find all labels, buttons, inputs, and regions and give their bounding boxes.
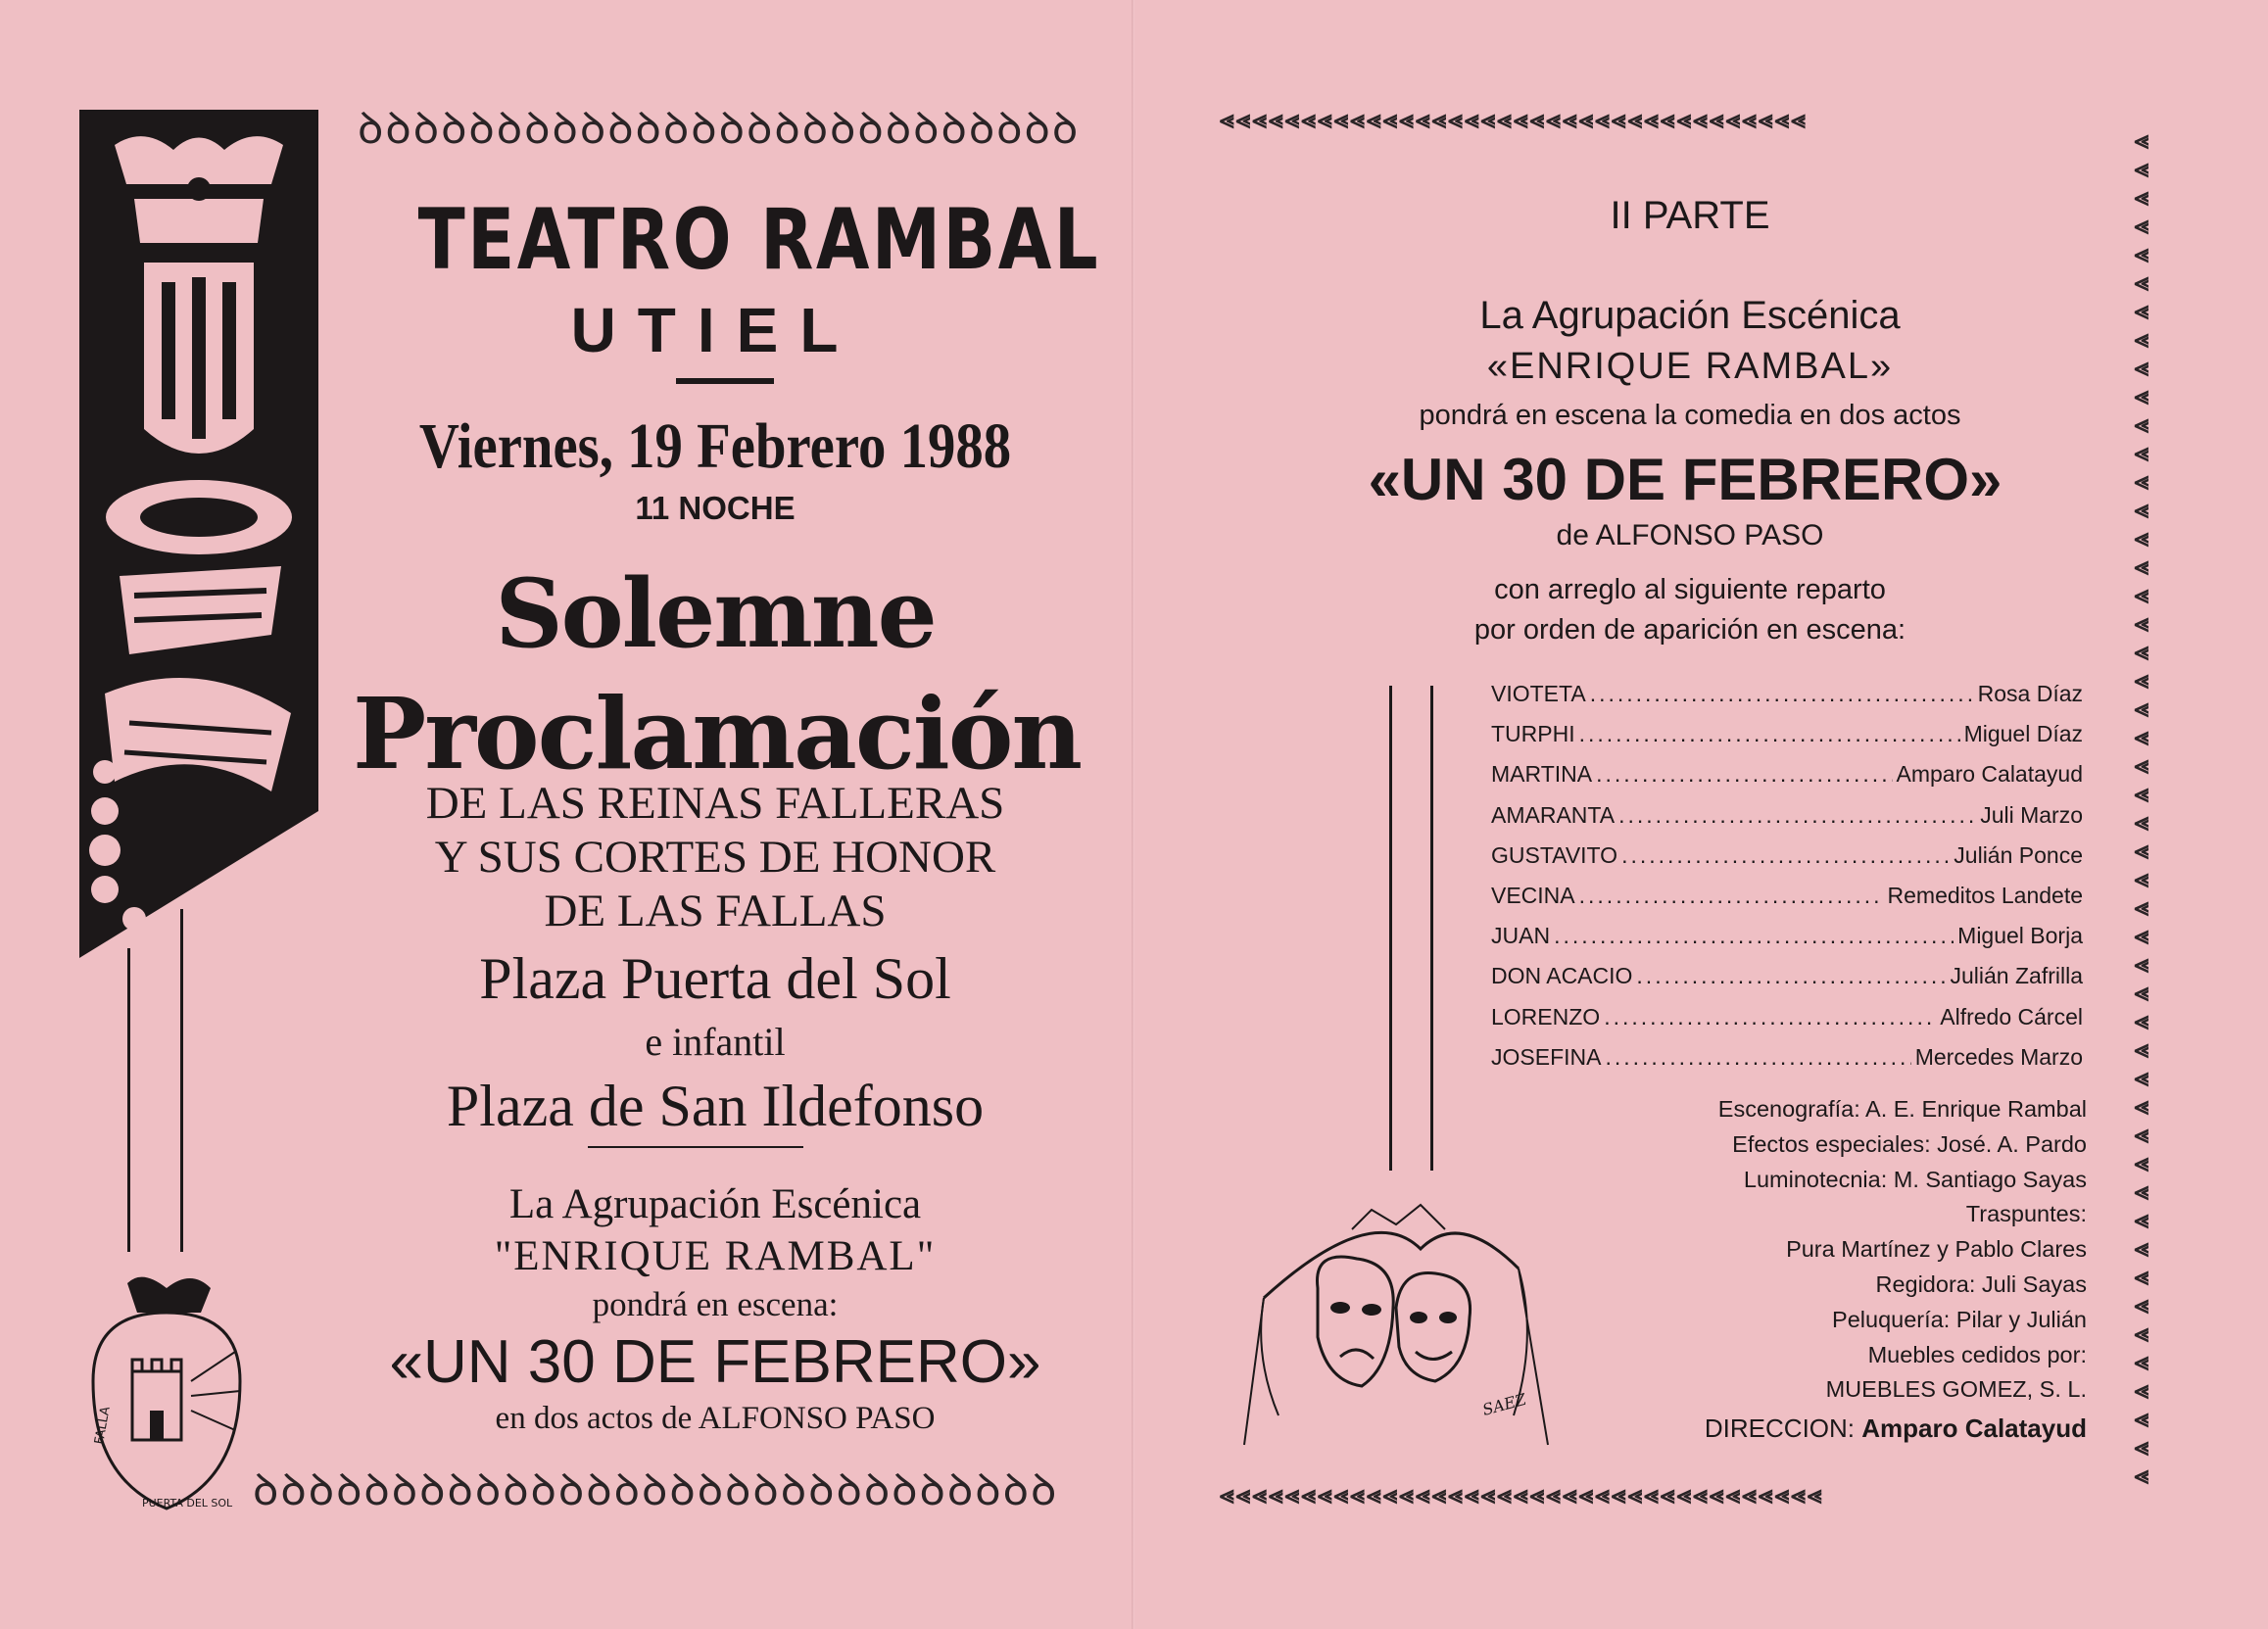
cast-row (1491, 923, 2083, 963)
divider-rule (588, 1146, 803, 1148)
infantil-text: e infantil (645, 1020, 786, 1064)
play-title-right: «UN 30 DE FEBRERO» (1368, 447, 2003, 512)
reinas-line-3: DE LAS FALLAS (544, 886, 887, 936)
cast-actor: Juli Marzo (1980, 801, 2083, 828)
decor-vline-2 (1430, 686, 1433, 1171)
cast-role: JUAN (1491, 923, 1551, 949)
leader-dots (1590, 681, 1974, 707)
leader-dots (1636, 963, 1946, 989)
leader-dots (1579, 721, 1960, 747)
direccion-label: DIRECCION: (1704, 1413, 1856, 1443)
event-time: 11 NOCHE (635, 490, 796, 526)
pondra-text: pondrá en escena: (592, 1285, 839, 1323)
direccion-line (1528, 1413, 2087, 1444)
cast-row (1491, 1004, 2083, 1044)
cast-actor: Alfredo Cárcel (1940, 1003, 2083, 1030)
event-date: Viernes, 19 Febrero 1988 (418, 410, 1012, 482)
heading-proclamacion: Proclamación (353, 676, 1082, 791)
cast-row (1491, 761, 2083, 801)
cast-role: TURPHI (1491, 721, 1575, 747)
cast-list (1491, 681, 2083, 1084)
ornament-border-bottom: ⪡⪡⪡⪡⪡⪡⪡⪡⪡⪡⪡⪡⪡⪡⪡⪡⪡⪡⪡⪡⪡⪡⪡⪡⪡⪡⪡⪡⪡⪡⪡⪡⪡⪡⪡⪡⪡ (1220, 1481, 1824, 1507)
credits-block (1528, 1092, 2087, 1408)
leader-dots (1621, 842, 1950, 869)
leader-dots (1554, 923, 1954, 949)
cast-actor: Julián Ponce (1954, 841, 2083, 868)
cast-role: LORENZO (1491, 1003, 1601, 1030)
cast-row (1491, 802, 2083, 842)
agrupacion-text-right: La Agrupación Escénica (1479, 294, 1901, 337)
credit-line: Peluquería: Pilar y Julián (1832, 1306, 2087, 1332)
decor-vline-1 (1389, 686, 1392, 1171)
cast-actor: Julián Zafrilla (1950, 963, 2083, 989)
artist-signature: SAEZ (1480, 1389, 1528, 1419)
cast-row (1491, 1044, 2083, 1084)
heraldic-banner-illustration (75, 106, 322, 1262)
enrique-rambal-text: "ENRIQUE RAMBAL" (494, 1233, 937, 1279)
cast-actor: Miguel Díaz (1963, 721, 2083, 747)
author-line-left: en dos actos de ALFONSO PASO (495, 1401, 936, 1436)
credit-line: MUEBLES GOMEZ, S. L. (1825, 1376, 2087, 1403)
enrique-rambal-text-right: «ENRIQUE RAMBAL» (1486, 346, 1894, 387)
leader-dots (1596, 761, 1892, 788)
credit-line: Luminotecnia: M. Santiago Sayas (1743, 1166, 2087, 1192)
cast-row (1491, 842, 2083, 883)
pondra-text-right: pondrá en escena la comedia en dos actos (1419, 400, 1961, 431)
cast-row (1491, 963, 2083, 1003)
page-fold (1132, 0, 1134, 1629)
plaza-puerta-del-sol: Plaza Puerta del Sol (479, 946, 951, 1011)
cast-actor: Rosa Díaz (1977, 681, 2083, 706)
cast-actor: Miguel Borja (1957, 923, 2083, 949)
seal-text-falla: FALLA (92, 1405, 114, 1446)
leader-dots (1618, 802, 1976, 829)
cast-role: VIOTETA (1491, 681, 1586, 706)
cast-row (1491, 721, 2083, 761)
cast-actor: Amparo Calatayud (1896, 761, 2083, 788)
ornament-bottom-left: ꝺꝺꝺꝺꝺꝺꝺꝺꝺꝺꝺꝺꝺꝺꝺꝺꝺꝺꝺꝺꝺꝺꝺꝺꝺꝺꝺꝺꝺ (253, 1469, 1059, 1512)
credit-line: Muebles cedidos por: (1867, 1341, 2087, 1367)
credit-line: Traspuntes: (1965, 1201, 2087, 1227)
credit-line: Regidora: Juli Sayas (1875, 1270, 2087, 1297)
cast-role: JOSEFINA (1491, 1043, 1602, 1070)
heading-solemne: Solemne (495, 558, 936, 669)
reinas-line-1: DE LAS REINAS FALLERAS (425, 778, 1005, 829)
cast-role: VECINA (1491, 882, 1575, 908)
seal-text-puerta: PUERTA DEL SOL (142, 1497, 233, 1509)
cast-role: MARTINA (1491, 761, 1593, 788)
cast-role: AMARANTA (1491, 801, 1616, 828)
play-title-left: «UN 30 DE FEBRERO» (389, 1328, 1041, 1396)
ornament-border-right: ⪡⪡⪡⪡⪡⪡⪡⪡⪡⪡⪡⪡⪡⪡⪡⪡⪡⪡⪡⪡⪡⪡⪡⪡⪡⪡⪡⪡⪡⪡⪡⪡⪡⪡⪡⪡⪡⪡⪡⪡⪡⪡⪡⪡⪡⪡⪡⪡ (2134, 125, 2149, 1487)
leader-dots (1604, 1004, 1936, 1030)
cast-role: DON ACACIO (1491, 963, 1633, 989)
ornament-border-top: ⪡⪡⪡⪡⪡⪡⪡⪡⪡⪡⪡⪡⪡⪡⪡⪡⪡⪡⪡⪡⪡⪡⪡⪡⪡⪡⪡⪡⪡⪡⪡⪡⪡⪡⪡⪡ (1220, 106, 1808, 131)
leader-dots (1579, 883, 1884, 909)
ornament-top-left: ꝺꝺꝺꝺꝺꝺꝺꝺꝺꝺꝺꝺꝺꝺꝺꝺꝺꝺꝺꝺꝺꝺꝺꝺꝺꝺ (358, 108, 1081, 151)
direccion-name: Amparo Calatayud (1861, 1413, 2087, 1443)
falla-seal-emblem (73, 1273, 260, 1518)
town-name: UTIEL (570, 295, 860, 365)
cast-row (1491, 681, 2083, 721)
theatre-name: TEATRO RAMBAL (417, 191, 1101, 289)
credit-line: Efectos especiales: José. A. Pardo (1732, 1130, 2087, 1157)
town-underline (676, 378, 774, 384)
author-right: de ALFONSO PASO (1556, 519, 1824, 551)
credit-line: Pura Martínez y Pablo Clares (1786, 1236, 2087, 1263)
reinas-line-2: Y SUS CORTES DE HONOR (434, 832, 996, 883)
theatre-masks-illustration (1225, 1190, 1568, 1450)
part-heading: II PARTE (1610, 194, 1770, 237)
arreglo-line-2: por orden de aparición en escena: (1473, 614, 1906, 646)
credit-line: Escenografía: A. E. Enrique Rambal (1717, 1096, 2087, 1122)
cast-actor: Mercedes Marzo (1914, 1043, 2083, 1070)
cast-role: GUSTAVITO (1491, 841, 1618, 868)
cast-actor: Remeditos Landete (1887, 882, 2083, 908)
plaza-san-ildefonso: Plaza de San Ildefonso (446, 1074, 985, 1138)
leader-dots (1605, 1044, 1910, 1071)
arreglo-line-1: con arreglo al siguiente reparto (1494, 574, 1886, 605)
agrupacion-text: La Agrupación Escénica (508, 1181, 922, 1227)
cast-row (1491, 883, 2083, 923)
